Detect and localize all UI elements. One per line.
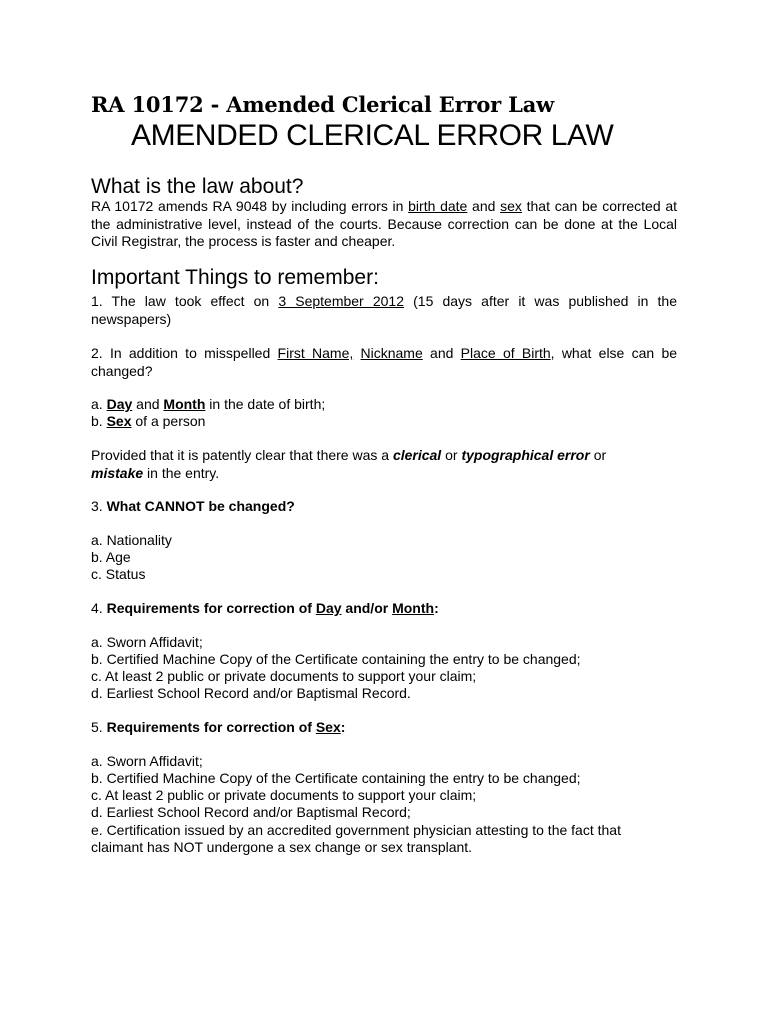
requirement-item: c. At least 2 public or private documents to support your claim; — [91, 668, 477, 684]
changeable-item-b: b. Sex of a person — [91, 413, 206, 429]
underlined-sex-bold: Sex — [106, 413, 132, 429]
cannot-item: b. Age — [91, 549, 131, 565]
requirement-item: d. Earliest School Record and/or Baptismal Record. — [91, 685, 411, 701]
requirement-item: a. Sworn Affidavit; — [91, 634, 203, 650]
underlined-first-name: First Name, — [277, 345, 354, 361]
requirement-item: c. At least 2 public or private documents to support your claim; — [91, 787, 477, 803]
underlined-date: 3 September 2012 — [278, 293, 404, 309]
requirement-item: a. Sworn Affidavit; — [91, 753, 203, 769]
item-1-paragraph: 1. The law took effect on 3 September 2012 (15 days after it was published in the newspapers) — [91, 293, 677, 327]
section-heading-important: Important Things to remember: — [91, 266, 379, 289]
underlined-day: Day — [106, 396, 133, 412]
underlined-birth-date: birth date — [408, 198, 468, 214]
document-heading: AMENDED CLERICAL ERROR LAW — [131, 119, 614, 152]
underlined-sex: sex — [500, 198, 522, 214]
underlined-place-of-birth: Place of Birth — [460, 345, 551, 361]
changeable-item-a: a. Day and Month in the date of birth; — [91, 396, 326, 412]
underlined-month: Month — [163, 396, 206, 412]
item-4-heading: 4. Requirements for correction of Day and/or Month: — [91, 600, 439, 616]
item-2-paragraph: 2. In addition to misspelled First Name, Nickname and Place of Birth, what else can be changed? — [91, 345, 678, 379]
law-about-paragraph: RA 10172 amends RA 9048 by including errors in birth date and sex that can be corrected at the administrative level, instead of the courts. Because correction can be done at the Local Civil Registrar, the process is faster and cheaper. — [91, 198, 678, 249]
requirement-item: e. Certification issued by an accredited government physician attesting to the fact that — [91, 822, 621, 838]
proviso-paragraph: Provided that it is patently clear that there was a clerical or typographical error or mistake in the entry. — [91, 447, 607, 481]
requirement-item: claimant has NOT undergone a sex change or sex transplant. — [91, 839, 473, 855]
requirement-item: b. Certified Machine Copy of the Certificate containing the entry to be changed; — [91, 651, 581, 667]
underlined-nickname: Nickname — [360, 345, 423, 361]
document-title: RA 10172 - Amended Clerical Error Law — [91, 92, 554, 117]
requirement-item: b. Certified Machine Copy of the Certificate containing the entry to be changed; — [91, 770, 581, 786]
cannot-item: a. Nationality — [91, 532, 172, 548]
item-5-heading: 5. Requirements for correction of Sex: — [91, 719, 346, 735]
section-heading-law-about: What is the law about? — [91, 175, 304, 198]
cannot-item: c. Status — [91, 566, 146, 582]
requirement-item: d. Earliest School Record and/or Baptismal Record; — [91, 804, 411, 820]
item-3-heading: 3. What CANNOT be changed? — [91, 498, 295, 514]
